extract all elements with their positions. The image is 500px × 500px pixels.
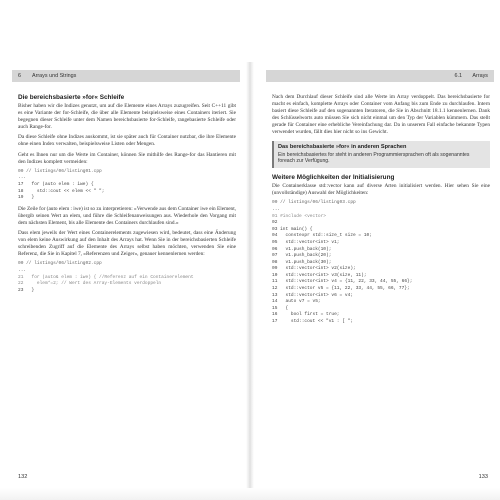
code-line: 12 std::vector v5 = {11, 22, 33, 44, 55, 66, 77};: [272, 286, 410, 292]
code-line: 23 }: [18, 287, 35, 293]
code-line: 00 // listings/06/listing02.cpp: [18, 261, 102, 267]
info-box-text: Ein bereichsbasiertes for steht in anderen Programmiersprachen oft als sogenanntes foreach zur Verfügung.: [278, 151, 470, 165]
code-line: 06 v1.push_back(10);: [272, 246, 332, 252]
bottom-edge: [0, 488, 500, 500]
code-line: ...: [18, 267, 27, 273]
code-line: 08 v1.push_back(30);: [272, 259, 332, 265]
right-page: [266, 70, 494, 482]
paragraph: Dass elem jeweils der Wert eines Containerelements zugewiesen wird, bedeutet, dass eine Änderung von elem keine Auswirkung auf den Inhalt des Arrays hat. Wenn Sie in der bereichsbasierten Schleife schreibenden Zugriff auf die Elemente des Arrays selbst haben möchten, verwenden Sie eine Referenz, die Sie in Kapitel 7, »Referenzen und Zeiger«, genauer kennenlernen werden:: [18, 230, 236, 258]
code-listing-2: [18, 261, 236, 294]
chapter-title: Arrays und Strings: [32, 73, 77, 79]
code-line: 17 for (auto elem : iwe) {: [18, 181, 94, 187]
chapter-number: 6: [18, 73, 21, 79]
page-number: 132: [18, 474, 28, 480]
section-heading: Die bereichsbasierte »for« Schleife: [18, 94, 125, 101]
info-box: [272, 141, 490, 169]
code-line: 10 std::vector<int> v3(size, 11);: [272, 272, 367, 278]
code-line: 01 #include <vector>: [272, 213, 327, 219]
code-line: ...: [18, 175, 27, 181]
page-number: 133: [478, 474, 488, 480]
paragraph: Nach dem Durchlauf dieser Schleife sind alle Werte im Array verdoppelt. Das bereichsbasierte for macht es einfach, komplette Arrays oder Container vom Anfang bis zum Ende zu durchlaufen. Intern basiert diese Schleife auf den sogenannten Iteratoren, die Sie in Abschnitt 18.1.1 kennenlernen. Dank des Schlüsselworts auto müssen Sie sich nicht einmal um den Typ der Variablen kümmern. Das stellt gerade für Container eine erhebliche Vereinfachung dar. Da in unserem Fall einfache bekannte Typen verwendet wurden, fällt dies hier nicht so ins Gewicht.: [272, 94, 490, 136]
section-title: Arrays: [472, 73, 488, 79]
right-page-content: [272, 94, 490, 330]
code-line: 00 // listings/06/listing03.cpp: [272, 200, 356, 206]
code-line: 04 constexpr std::size_t size = 10;: [272, 233, 372, 239]
code-line: 03 int main() {: [272, 226, 313, 232]
code-line: 18 std::cout << elem << " ";: [18, 188, 105, 194]
code-line: 21 for (auto& elem : iwe) { //Referenz auf ein Containerelement: [18, 274, 194, 280]
code-line: 19 }: [18, 195, 35, 201]
section-number: 6.1: [454, 73, 462, 79]
code-line: 09 std::vector<int> v2(size);: [272, 266, 356, 272]
code-listing-1: [18, 169, 236, 202]
section-heading: Weitere Möglichkeiten der Initialisierung: [272, 174, 395, 182]
code-line: 07 v1.push_back(20);: [272, 253, 332, 259]
code-line: 13 std::vector<int> v6 = v4;: [272, 292, 354, 298]
left-page-content: [18, 94, 236, 298]
code-line: 22 elem*=2; // Wert des Array-Elements verdoppeln: [18, 281, 162, 287]
paragraph: Die Zeile for (auto elem : iwe) ist so zu interpretieren: »Verwende aus dem Container iwe ein Element, übergib seinen Wert an elem, und führe die Schleifenanweisungen aus. Wiederhole den Vorgang mit dem nächsten Element, bis alle Elemente des Containers durchlaufen sind.«: [18, 205, 236, 226]
left-page: [12, 70, 240, 482]
code-listing-3: [272, 200, 490, 325]
code-line: 15 {: [272, 305, 289, 311]
book-gutter: [246, 62, 254, 492]
paragraph: Geht es Ihnen nur um die Werte im Container, können Sie mithilfe des Range-for das Hantieren mit den Indizes komplett vermeiden:: [18, 151, 236, 165]
running-header-left: [12, 70, 240, 82]
code-line: 16 bool first = true;: [272, 312, 340, 318]
code-line: 05 std::vector<int> v1;: [272, 239, 340, 245]
paragraph: Bisher haben wir die Indizes genutzt, um auf die Elemente eines Arrays zuzugreifen. Seit C++11 gibt es eine Variante der for-Schleife, die über alle Elemente beispielsweise eines Containers iteriert. Sie begegnen dieser Schleife unter dem Namen bereichsbasierte for-Schleife, rangebasierte Schleife oder auch Range-for.: [18, 103, 236, 131]
code-line: 02: [272, 220, 278, 226]
code-line: ...: [272, 206, 281, 212]
running-header-right: [266, 70, 494, 82]
paragraph: Die Containerklasse std::vector kann auf diverse Arten initialisiert werden. Hier sehen Sie eine (unvollständige) Auswahl der Möglichkeiten:: [272, 183, 490, 197]
code-line: 00 // listings/06/listing01.cpp: [18, 168, 102, 174]
code-line: 14 auto v7 = v5;: [272, 299, 321, 305]
info-box-title: Das bereichsbasierte »for« in anderen Sprachen: [278, 143, 407, 150]
paragraph: Da diese Schleife ohne Indizes auskommt, ist sie später auch für Container nutzbar, die ihre Elemente ohne einen Index verwalten, beispielsweise Listen oder Mengen.: [18, 134, 236, 148]
code-line: 11 std::vector<int> v4 = {11, 22, 33, 44, 55, 66};: [272, 279, 413, 285]
code-line: 17 std::cout << "v1 : [ ";: [272, 319, 354, 325]
